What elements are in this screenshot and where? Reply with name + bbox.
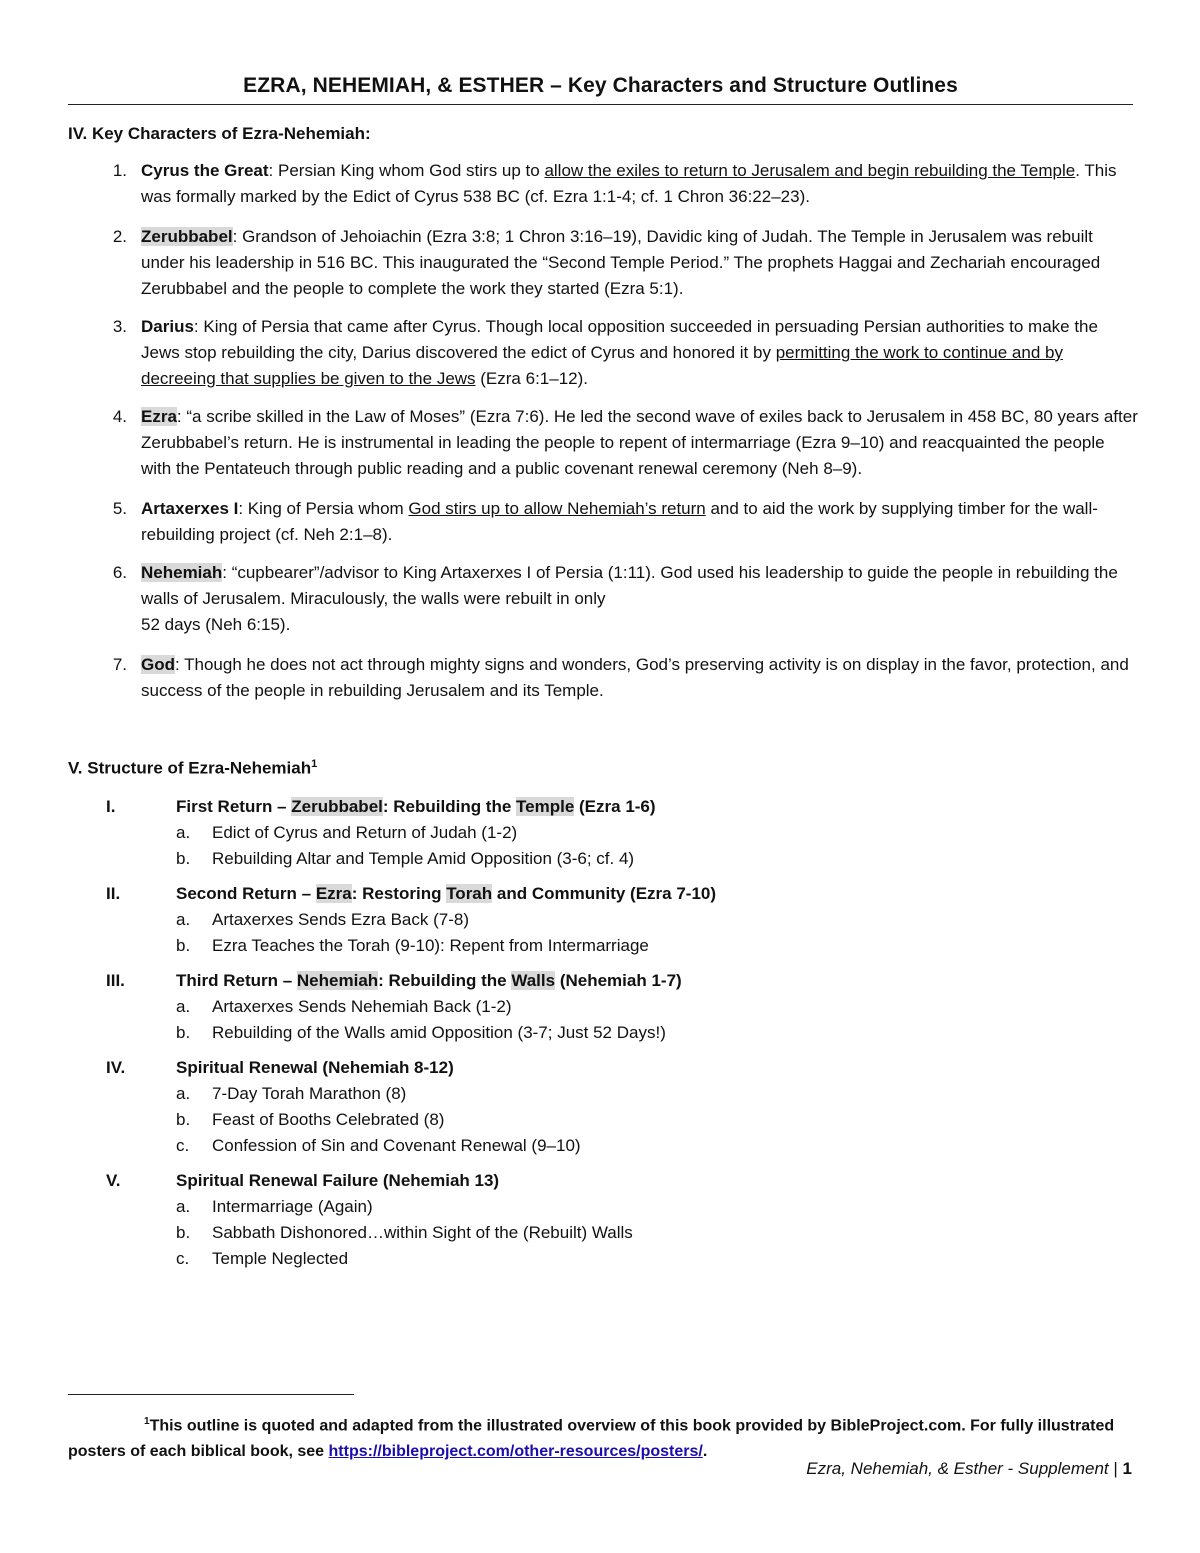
- footnote-ref: 1: [311, 758, 318, 770]
- highlighted-term: Temple: [516, 797, 575, 816]
- sub-letter: b.: [176, 1223, 191, 1242]
- underlined-text: allow the exiles to return to Jerusalem and begin rebuilding the Temple: [544, 161, 1076, 180]
- outline-heading-text: [176, 794, 656, 820]
- footnote-divider: [68, 1394, 354, 1395]
- page-number: 1: [1122, 1459, 1132, 1478]
- heading-fragment: Spiritual Renewal (Nehemiah 8-12): [176, 1058, 454, 1077]
- item-description-cont: 52 days (Neh 6:15).: [141, 615, 291, 634]
- item-text: [141, 224, 1138, 302]
- sub-text: Temple Neglected: [212, 1249, 349, 1268]
- sub-text: Edict of Cyrus and Return of Judah (1-2): [212, 823, 518, 842]
- heading-fragment: Second Return –: [176, 884, 316, 903]
- heading-fragment: : Rebuilding the: [382, 797, 517, 816]
- sub-text: Confession of Sin and Covenant Renewal (9–10): [212, 1136, 581, 1155]
- outline-subitem: [68, 820, 1138, 846]
- item-number: 3.: [112, 317, 127, 336]
- outline-subitem: [68, 1246, 1138, 1272]
- structure-heading: V. Structure of Ezra-Nehemiah$^1$: [68, 758, 318, 778]
- outline-heading-text: [176, 881, 716, 907]
- highlighted-term: Walls: [511, 971, 556, 990]
- key-character-item: [68, 404, 1138, 482]
- page-footer: Ezra, Nehemiah, & Esther - Supplement | 1: [806, 1459, 1132, 1478]
- key-character-item: [68, 496, 1138, 548]
- character-name: Darius: [141, 317, 194, 336]
- roman-numeral: IV.: [106, 1058, 126, 1077]
- outline-subitem: [68, 994, 1138, 1020]
- roman-numeral: III.: [106, 971, 125, 990]
- footnote-text: This outline is quoted and adapted from the illustrated overview of this book provided by BibleProject.com. For fully illustrated posters of each biblical book, see: [68, 1417, 1115, 1461]
- outline-subitem: [68, 1133, 1138, 1159]
- heading-fragment: : Rebuilding the: [378, 971, 512, 990]
- page-title: EZRA, NEHEMIAH, & ESTHER – Key Characters and Structure Outlines: [243, 74, 958, 97]
- sub-text: 7-Day Torah Marathon (8): [212, 1084, 407, 1103]
- item-text: [141, 496, 1138, 548]
- sub-text: Feast of Booths Celebrated (8): [212, 1110, 445, 1129]
- outline-section: [68, 968, 1138, 1046]
- sub-letter: b.: [176, 849, 191, 868]
- item-number: 2.: [112, 227, 127, 246]
- sub-letter: b.: [176, 1110, 191, 1129]
- outline-heading: [68, 881, 1138, 907]
- sub-letter: b.: [176, 1023, 191, 1042]
- sub-text: Rebuilding Altar and Temple Amid Opposition (3-6; cf. 4): [212, 849, 635, 868]
- key-characters-heading: IV. Key Characters of Ezra-Nehemiah:: [68, 124, 371, 143]
- item-description-end: and to aid the work by supplying timber for the wall-rebuilding project (cf. Neh 2:1–8).: [141, 499, 1098, 544]
- key-character-item: [68, 314, 1138, 392]
- sub-text: Artaxerxes Sends Ezra Back (7-8): [212, 910, 469, 929]
- item-description: : King of Persia that came after Cyrus. Though local opposition succeeded in persuading Persian authorities to make the Jews stop rebuilding the city, Darius discovered the edict of Cyrus and honored it by: [141, 317, 1098, 362]
- roman-numeral: II.: [106, 884, 121, 903]
- heading-fragment: : Restoring: [351, 884, 447, 903]
- structure-outline: [68, 794, 1138, 1281]
- sub-text: Sabbath Dishonored…within Sight of the (Rebuilt) Walls: [212, 1223, 633, 1242]
- sub-text: Rebuilding of the Walls amid Opposition (3-7; Just 52 Days!): [212, 1023, 666, 1042]
- heading-fragment: Spiritual Renewal Failure (Nehemiah 13): [176, 1171, 500, 1190]
- sub-text: Artaxerxes Sends Nehemiah Back (1-2): [212, 997, 512, 1016]
- item-description: : “cupbearer”/advisor to King Artaxerxes I of Persia (1:11). God used his leadership to guide the people in rebuilding the walls of Jerusalem. Miraculously, the walls were rebuilt in only: [141, 563, 1118, 608]
- footnote: $^1$This outline is quoted and adapted from the illustrated overview of this book provided by BibleProject.com. For fully illustrated posters of each biblical book, see https://bibleproject.com/other-resources/posters/.: [68, 1416, 1115, 1461]
- outline-heading: [68, 1168, 1138, 1194]
- sub-text: Intermarriage (Again): [212, 1197, 373, 1216]
- character-name: Artaxerxes I: [141, 499, 239, 518]
- highlighted-term: Zerubbabel: [291, 797, 383, 816]
- sub-letter: c.: [176, 1249, 190, 1268]
- sub-letter: a.: [176, 910, 191, 929]
- underlined-text: permitting the work to continue and by decreeing that supplies be given to the Jews: [141, 343, 1063, 388]
- sub-letter: a.: [176, 1197, 191, 1216]
- character-name: Nehemiah: [141, 563, 223, 582]
- highlighted-term: Nehemiah: [296, 971, 379, 990]
- outline-heading-text: [176, 968, 682, 994]
- outline-heading: [68, 1055, 1138, 1081]
- item-description: : King of Persia whom: [238, 499, 409, 518]
- outline-heading-text: [176, 1055, 454, 1081]
- item-number: 5.: [112, 499, 127, 518]
- item-text: [141, 158, 1138, 210]
- character-name: Zerubbabel: [141, 227, 233, 246]
- footer-label: Ezra, Nehemiah, & Esther - Supplement: [806, 1459, 1109, 1478]
- outline-subitem: [68, 1020, 1138, 1046]
- key-character-item: [68, 652, 1138, 704]
- outline-heading: [68, 968, 1138, 994]
- underlined-text: God stirs up to allow Nehemiah’s return: [408, 499, 706, 518]
- outline-section: [68, 1055, 1138, 1159]
- item-description: : Grandson of Jehoiachin (Ezra 3:8; 1 Chron 3:16–19), Davidic king of Judah. The Temple in Jerusalem was rebuilt under his leadership in 516 BC. This inaugurated the “Second Temple Period.” The prophets Haggai and Zechariah encouraged Zerubbabel and the people to complete the work they started (Ezra 5:1).: [141, 227, 1101, 298]
- key-character-item: [68, 560, 1138, 638]
- heading-fragment: First Return –: [176, 797, 292, 816]
- character-name: Ezra: [141, 407, 177, 426]
- key-character-item: [68, 224, 1138, 302]
- character-name: Cyrus the Great: [141, 161, 269, 180]
- key-characters-list: [68, 158, 1138, 704]
- key-character-item: [68, 158, 1138, 210]
- sub-letter: a.: [176, 1084, 191, 1103]
- highlighted-term: Torah: [446, 884, 493, 903]
- roman-numeral: I.: [106, 797, 116, 816]
- outline-section: [68, 881, 1138, 959]
- item-description: : Persian King whom God stirs up to: [268, 161, 545, 180]
- heading-fragment: (Ezra 1-6): [574, 797, 656, 816]
- outline-subitem: [68, 1194, 1138, 1220]
- outline-subitem: [68, 1220, 1138, 1246]
- roman-numeral: V.: [106, 1171, 121, 1190]
- item-number: 1.: [112, 161, 127, 180]
- title-divider: [68, 104, 1133, 105]
- sub-text: Ezra Teaches the Torah (9-10): Repent from Intermarriage: [212, 936, 649, 955]
- outline-section: [68, 794, 1138, 872]
- item-description-end: (Ezra 6:1–12).: [475, 369, 588, 388]
- outline-heading-text: [176, 1168, 499, 1194]
- item-description: : “a scribe skilled in the Law of Moses” (Ezra 7:6). He led the second wave of exiles back to Jerusalem in 458 BC, 80 years after Zerubbabel’s return. He is instrumental in leading the people to repent of intermarriage (Ezra 9–10) and reacquainted the people with the Pentateuch through public reading and a public covenant renewal ceremony (Neh 8–9).: [141, 407, 1138, 478]
- outline-heading: [68, 794, 1138, 820]
- item-number: 7.: [112, 655, 127, 674]
- sub-letter: b.: [176, 936, 191, 955]
- outline-subitem: [68, 907, 1138, 933]
- item-description-end: . This was formally marked by the Edict of Cyrus 538 BC (cf. Ezra 1:1-4; cf. 1 Chron 36:22–23).: [141, 161, 1117, 206]
- outline-subitem: [68, 933, 1138, 959]
- heading-fragment: and Community (Ezra 7-10): [492, 884, 717, 903]
- sub-letter: c.: [176, 1136, 190, 1155]
- item-number: 6.: [112, 563, 127, 582]
- highlighted-term: Ezra: [315, 884, 352, 903]
- outline-subitem: [68, 1107, 1138, 1133]
- item-description: : Though he does not act through mighty signs and wonders, God’s preserving activity is on display in the favor, protection, and success of the people in rebuilding Jerusalem and its Temple.: [141, 655, 1129, 700]
- heading-fragment: (Nehemiah 1-7): [555, 971, 682, 990]
- outline-section: [68, 1168, 1138, 1272]
- footnote-mark: 1: [144, 1416, 150, 1427]
- footnote-link[interactable]: https://bibleproject.com/other-resources/posters/: [328, 1443, 703, 1461]
- item-text: [141, 404, 1138, 482]
- character-name: God: [141, 655, 175, 674]
- outline-subitem: [68, 1081, 1138, 1107]
- sub-letter: a.: [176, 997, 191, 1016]
- item-text: [141, 314, 1138, 392]
- item-text: [141, 560, 1138, 638]
- item-text: [141, 652, 1138, 704]
- sub-letter: a.: [176, 823, 191, 842]
- outline-subitem: [68, 846, 1138, 872]
- heading-fragment: Third Return –: [176, 971, 297, 990]
- item-number: 4.: [112, 407, 127, 426]
